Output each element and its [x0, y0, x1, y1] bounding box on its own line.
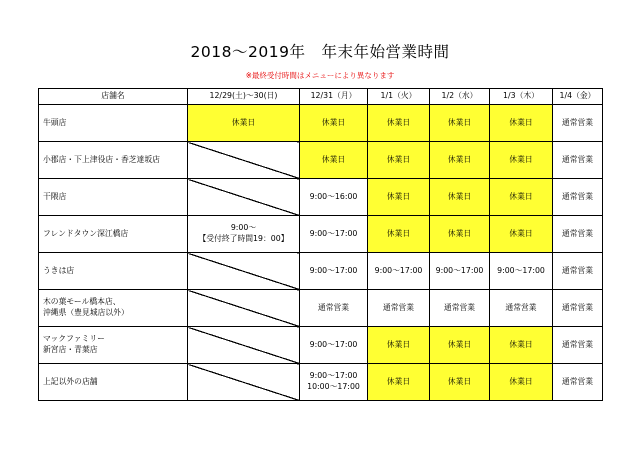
- hours-cell: [300, 179, 368, 216]
- hours-text: 通常営業: [505, 302, 537, 312]
- hours-text: 休業日: [509, 228, 533, 238]
- table-row: [39, 216, 603, 253]
- hours-text: 9:00～17:00: [435, 265, 484, 275]
- hours-cell: [188, 105, 300, 142]
- hours-cell: [300, 327, 368, 364]
- store-name-cell: [39, 105, 188, 142]
- hours-cell: [430, 364, 490, 401]
- hours-text: 休業日: [386, 339, 411, 349]
- hours-text: 9:00～16:00: [309, 191, 358, 201]
- header-cell: 12/29(土)～30(日): [188, 89, 300, 105]
- table-body: [39, 105, 603, 401]
- hours-text: 休業日: [509, 191, 533, 201]
- header-cell: 1/2（水）: [430, 89, 490, 105]
- not-applicable-cell: [188, 290, 300, 327]
- not-applicable-cell: [188, 179, 300, 216]
- hours-cell: [430, 142, 490, 179]
- hours-cell: [430, 216, 490, 253]
- store-name-line: うきは店: [43, 265, 75, 275]
- hours-text: 10:00～17:00: [307, 382, 360, 391]
- not-applicable-cell: [188, 253, 300, 290]
- table-row: [39, 290, 603, 327]
- hours-cell: [368, 253, 430, 290]
- hours-cell: [553, 216, 603, 253]
- hours-cell: [553, 290, 603, 327]
- hours-cell: [368, 105, 430, 142]
- store-name-line: 新宮店・青葉店: [43, 345, 98, 354]
- header-cell: 12/31（月）: [300, 89, 368, 105]
- hours-cell: [430, 179, 490, 216]
- table-row: [39, 105, 603, 142]
- hours-text: 休業日: [447, 376, 472, 386]
- hours-cell: [490, 364, 553, 401]
- hours-cell: [300, 105, 368, 142]
- store-name-line: 木の葉モール橋本店、: [43, 297, 121, 307]
- hours-cell: [490, 327, 553, 364]
- hours-text: 通常営業: [561, 117, 594, 127]
- store-name-cell: [39, 179, 188, 216]
- not-applicable-cell: [188, 364, 300, 401]
- hours-text: 9:00～17:00: [309, 371, 358, 381]
- hours-text: 休業日: [447, 228, 472, 238]
- hours-text: 通常営業: [561, 376, 594, 386]
- table-row: [39, 142, 603, 179]
- hours-cell: [553, 364, 603, 401]
- header-cell: 1/3（木）: [490, 89, 553, 105]
- hours-cell: [490, 290, 553, 327]
- hours-text: 休業日: [447, 339, 472, 349]
- store-name-cell: [39, 327, 188, 364]
- hours-cell: [553, 253, 603, 290]
- header-cell: 1/1（火）: [368, 89, 430, 105]
- hours-text: 通常営業: [561, 265, 594, 275]
- store-name-line: 小郡店・下上津役店・香芝達坂店: [43, 154, 160, 164]
- hours-text: 休業日: [509, 117, 533, 127]
- store-name-line: 沖縄県（豊見城店以外）: [43, 308, 129, 317]
- hours-text: 【受付終了時間19：00】: [198, 234, 289, 243]
- hours-text: 通常営業: [382, 302, 415, 312]
- hours-cell: [553, 105, 603, 142]
- hours-cell: [368, 327, 430, 364]
- page-title: 2018～2019年 年末年始営業時間: [190, 43, 450, 61]
- hours-text: 9:00～17:00: [309, 228, 358, 238]
- hours-text: 休業日: [447, 154, 472, 164]
- hours-text: 9:00～17:00: [497, 265, 545, 275]
- store-name-line: 牛頭店: [43, 117, 67, 127]
- not-applicable-cell: [188, 327, 300, 364]
- schedule-table: [38, 88, 603, 401]
- hours-cell: [490, 216, 553, 253]
- hours-cell: [300, 290, 368, 327]
- table-row: [39, 364, 603, 401]
- store-name-cell: [39, 290, 188, 327]
- hours-cell: [300, 142, 368, 179]
- hours-text: 休業日: [447, 191, 472, 201]
- hours-text: 休業日: [386, 228, 411, 238]
- hours-text: 休業日: [447, 117, 472, 127]
- table-row: [39, 179, 603, 216]
- hours-text: 休業日: [321, 154, 346, 164]
- hours-cell: [430, 105, 490, 142]
- store-name-line: フレンドタウン深江橋店: [43, 228, 129, 238]
- hours-cell: [368, 142, 430, 179]
- hours-cell: [368, 179, 430, 216]
- store-name-line: マックファミリー: [43, 334, 105, 344]
- hours-cell: [368, 290, 430, 327]
- hours-text: 9:00～17:00: [309, 339, 358, 349]
- store-name-cell: [39, 253, 188, 290]
- hours-cell: [368, 216, 430, 253]
- hours-text: 休業日: [386, 191, 411, 201]
- hours-cell: [188, 216, 300, 253]
- hours-cell: [553, 327, 603, 364]
- hours-cell: [490, 253, 553, 290]
- hours-text: 通常営業: [561, 302, 594, 312]
- hours-cell: [300, 364, 368, 401]
- hours-text: 休業日: [386, 117, 411, 127]
- hours-text: 休業日: [509, 376, 533, 386]
- hours-cell: [368, 364, 430, 401]
- hours-cell: [490, 142, 553, 179]
- store-name-cell: [39, 216, 188, 253]
- not-applicable-cell: [188, 142, 300, 179]
- header-cell: 1/4（金）: [553, 89, 603, 105]
- hours-cell: [430, 327, 490, 364]
- header-row: [39, 89, 603, 105]
- hours-text: 通常営業: [561, 154, 594, 164]
- hours-cell: [553, 142, 603, 179]
- hours-cell: [490, 179, 553, 216]
- header-cell: 店舗名: [39, 89, 188, 105]
- hours-text: 通常営業: [561, 228, 594, 238]
- hours-text: 休業日: [509, 339, 533, 349]
- hours-text: 休業日: [509, 154, 533, 164]
- hours-cell: [300, 216, 368, 253]
- store-name-line: 干隈店: [43, 191, 67, 201]
- hours-text: 休業日: [386, 154, 411, 164]
- hours-text: 通常営業: [443, 302, 476, 312]
- table-row: [39, 253, 603, 290]
- store-name-line: 上記以外の店舗: [43, 376, 98, 386]
- hours-text: 通常営業: [561, 339, 594, 349]
- hours-cell: [430, 253, 490, 290]
- table-row: [39, 327, 603, 364]
- hours-cell: [490, 105, 553, 142]
- hours-text: 休業日: [386, 376, 411, 386]
- hours-cell: [553, 179, 603, 216]
- hours-text: 9:00～: [230, 223, 257, 233]
- hours-text: 9:00～17:00: [309, 265, 358, 275]
- store-name-cell: [39, 142, 188, 179]
- store-name-cell: [39, 364, 188, 401]
- hours-text: 休業日: [231, 117, 256, 127]
- hours-text: 通常営業: [561, 191, 594, 201]
- notice-text: ※最終受付時間はメニューにより異なります: [245, 71, 395, 80]
- hours-cell: [300, 253, 368, 290]
- hours-text: 通常営業: [317, 302, 350, 312]
- hours-text: 休業日: [321, 117, 346, 127]
- hours-text: 9:00～17:00: [374, 265, 423, 275]
- hours-cell: [430, 290, 490, 327]
